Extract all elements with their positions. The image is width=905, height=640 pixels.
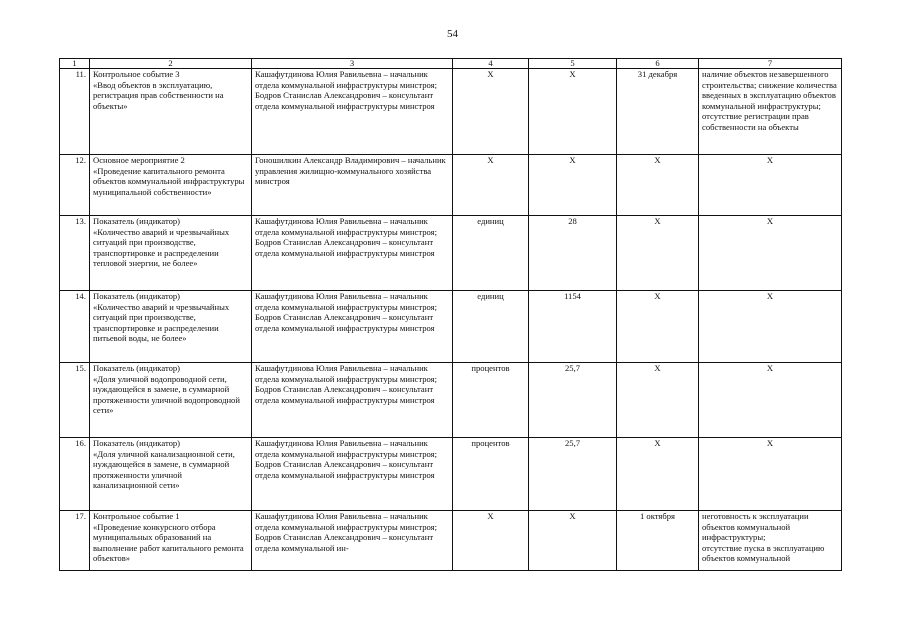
table-row <box>60 69 842 155</box>
row-number: 17. <box>75 511 86 521</box>
column-header: 5 <box>529 59 617 69</box>
date-cell: 31 декабря <box>637 69 678 79</box>
table-row <box>60 438 842 511</box>
date-cell: Х <box>654 216 661 226</box>
value-cell: 28 <box>568 216 577 226</box>
row-number: 14. <box>75 291 86 301</box>
event-name: Показатель (индикатор) «Доля уличной канализационной сети, нуждающейся в замене, в суммарной протяженности уличной канализационной сети» <box>93 438 235 491</box>
responsible-persons: Кашафутдинова Юлия Равильевна – начальник отдела коммунальной инфраструктуры минстроя; Бодров Станислав Александрович – консультант отдела коммунальной инфраструктуры минстроя <box>255 363 437 405</box>
value-cell: 25,7 <box>564 363 581 373</box>
row-number: 13. <box>75 216 86 226</box>
event-name: Основное мероприятие 2 «Проведение капитального ремонта объектов коммунальной инфраструктуры муниципальной собственности» <box>93 155 245 197</box>
risks-cell: Х <box>766 216 774 226</box>
unit-cell: Х <box>487 69 494 79</box>
value-cell: 25,7 <box>564 438 581 448</box>
header-row <box>60 59 842 69</box>
column-header: 7 <box>699 59 842 69</box>
value-cell: Х <box>569 69 576 79</box>
row-number: 11. <box>75 69 86 79</box>
table-row <box>60 511 842 571</box>
row-number: 12. <box>75 155 86 165</box>
table-row <box>60 363 842 438</box>
value-cell: 1154 <box>564 291 581 301</box>
unit-cell: единиц <box>477 216 504 226</box>
schedule-table <box>59 58 842 571</box>
event-name: Показатель (индикатор) «Количество аварий и чрезвычайных ситуаций при производстве, транспортировке и распределении тепловой энергии, не более» <box>93 216 230 269</box>
date-cell: 1 октября <box>639 511 676 521</box>
value-cell: Х <box>569 155 576 165</box>
responsible-persons: Кашафутдинова Юлия Равильевна – начальник отдела коммунальной инфраструктуры минстроя; Бодров Станислав Александрович – консультант отдела коммунальной инфраструктуры минстроя <box>255 69 437 111</box>
table-row <box>60 291 842 363</box>
column-header: 6 <box>617 59 699 69</box>
event-name: Показатель (индикатор) «Доля уличной водопроводной сети, нуждающейся в замене, в суммарной протяженности уличной водопроводной сети» <box>93 363 240 416</box>
responsible-persons: Кашафутдинова Юлия Равильевна – начальник отдела коммунальной инфраструктуры минстроя; Бодров Станислав Александрович – консультант отдела коммунальной ин- <box>255 511 437 553</box>
page-number: 54 <box>447 28 458 40</box>
unit-cell: процентов <box>471 363 510 373</box>
event-name: Контрольное событие 1 «Проведение конкурсного отбора муниципальных образований на выполнение работ капитального ремонта объектов» <box>93 511 244 564</box>
unit-cell: Х <box>487 155 494 165</box>
risks-cell: Х <box>766 363 774 373</box>
table-row <box>60 216 842 291</box>
event-name: Показатель (индикатор) «Количество аварий и чрезвычайных ситуаций при производстве, транспортировке и распределении питьевой воды, не более» <box>93 291 230 344</box>
row-number: 15. <box>75 363 86 373</box>
date-cell: Х <box>654 155 661 165</box>
responsible-persons: Кашафутдинова Юлия Равильевна – начальник отдела коммунальной инфраструктуры минстроя; Бодров Станислав Александрович – консультант отдела коммунальной инфраструктуры минстроя <box>255 438 437 480</box>
row-number: 16. <box>75 438 86 448</box>
column-header: 3 <box>252 59 453 69</box>
column-header: 2 <box>90 59 252 69</box>
risks-cell: наличие объектов незавершенного строительства; снижение количества введенных в эксплуатацию объектов коммунальной инфраструктуры; отсутствие регистрации прав собственности на объекты <box>702 69 837 132</box>
table-row <box>60 155 842 216</box>
column-header: 4 <box>453 59 529 69</box>
responsible-persons: Кашафутдинова Юлия Равильевна – начальник отдела коммунальной инфраструктуры минстроя; Бодров Станислав Александрович – консультант отдела коммунальной инфраструктуры минстроя <box>255 216 437 258</box>
value-cell: Х <box>569 511 576 521</box>
event-name: Контрольное событие 3 «Ввод объектов в эксплуатацию, регистрация прав собственности на объекты» <box>93 69 224 111</box>
risks-cell: Х <box>766 155 774 165</box>
date-cell: Х <box>654 363 661 373</box>
unit-cell: Х <box>487 511 494 521</box>
responsible-persons: Гоношилкин Александр Владимирович – начальник управления жилищно-коммунального хозяйства минстроя <box>255 155 446 187</box>
date-cell: Х <box>654 438 661 448</box>
risks-cell: Х <box>766 438 774 448</box>
column-header: 1 <box>60 59 90 69</box>
risks-cell: Х <box>766 291 774 301</box>
unit-cell: процентов <box>471 438 510 448</box>
risks-cell: неготовность к эксплуатации объектов коммунальной инфраструктуры; отсутствие пуска в эксплуатацию объектов коммунальной <box>702 511 825 564</box>
date-cell: Х <box>654 291 661 301</box>
responsible-persons: Кашафутдинова Юлия Равильевна – начальник отдела коммунальной инфраструктуры минстроя; Бодров Станислав Александрович – консультант отдела коммунальной инфраструктуры минстроя <box>255 291 437 333</box>
unit-cell: единиц <box>477 291 504 301</box>
